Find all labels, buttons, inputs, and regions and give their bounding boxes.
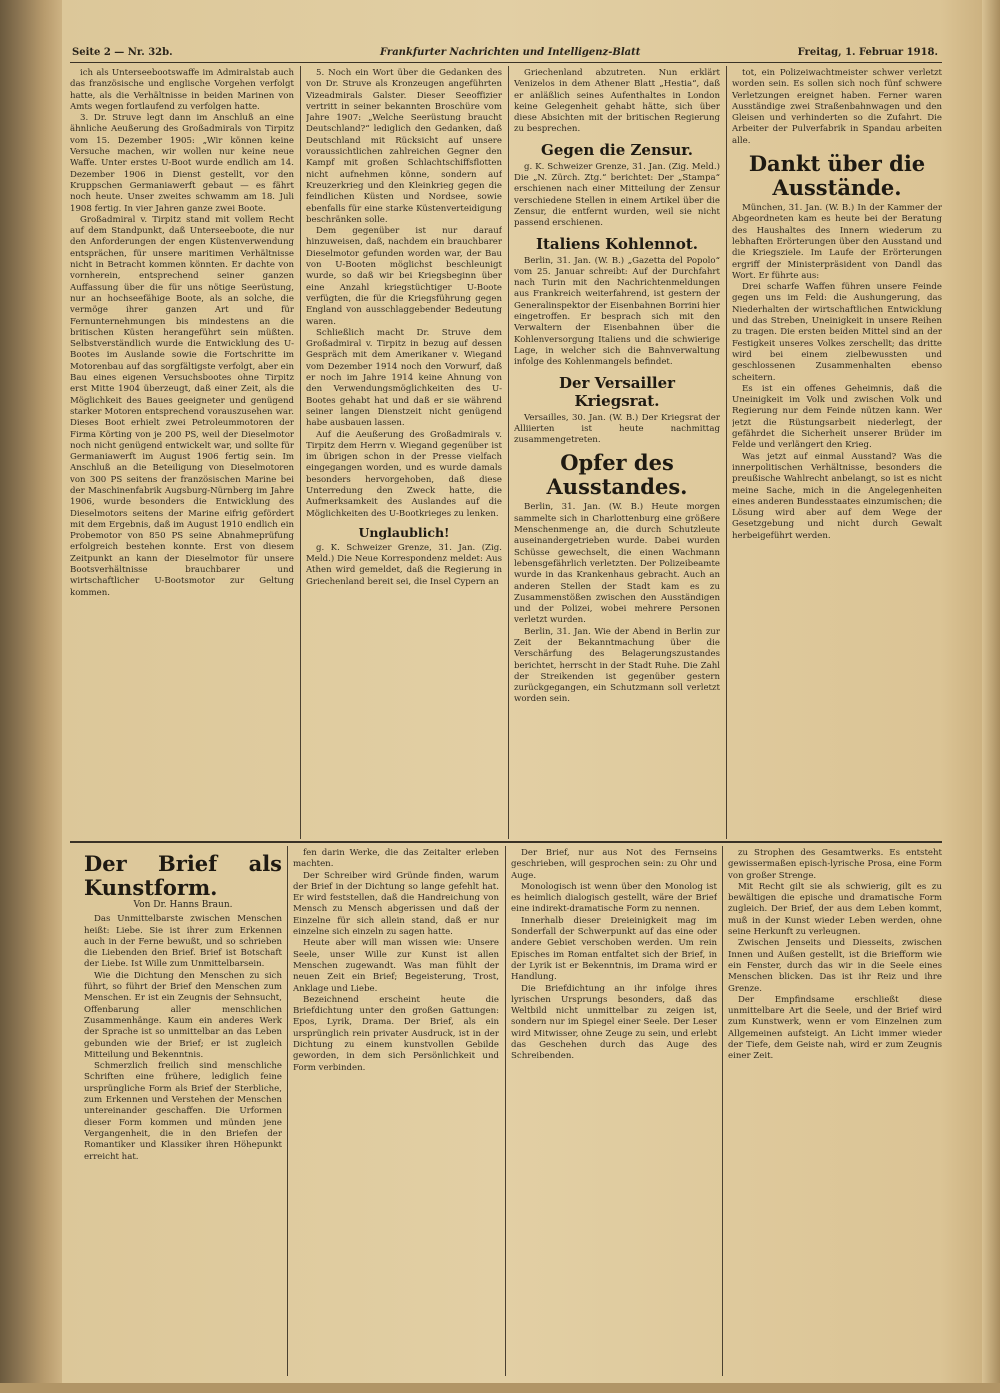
column-rule [722,846,723,1376]
page-right-edge [982,0,1000,1393]
paragraph: Der Brief, nur aus Not des Fernseins geschrieben, will gesprochen sein: zu Ohr und Auge. [511,848,717,881]
paragraph: Dem gegenüber ist nur darauf hinzuweisen, daß, nachdem ein brauchbarer Dieselmotor gefunden worden war, der Bau von U-Booten möglichst beschleunigt wurde, so daß wir bei Kriegsbeginn über eine Anzahl kriegstüchtiger U-Boote verfügten, die für die Kriegsführung gegen England von ausschlaggebender Bedeutung waren. [306,226,502,327]
paragraph: ich als Unterseebootswaffe im Admiralstab auch das französische und englische Vorgehen verfolgt hatte, als die Verhältnisse in beiden Marinen von Amts wegen fortlaufend zu verfolgen hatte. [70,68,294,112]
paragraph: Monologisch ist wenn über den Monolog ist es heimlich dialogisch gestellt, wäre der Brief eine indirekt-dramatische Form zu nennen. [511,881,717,915]
paragraph: Mit Recht gilt sie als schwierig, gilt es zu bewältigen die epische und dramatische Form zugleich. Der Brief, der aus dem Leben kommt, muß in der Kunst wieder Leben werden, ohne seine Herkunft zu verleugnen. [728,881,942,938]
article-column-3 [514,68,720,836]
article-column-2 [306,68,502,836]
paragraph: Berlin, 31. Jan. (W. B.) Heute morgen sammelte sich in Charlottenburg eine größere Menschenmenge an, die durch Schutzleute auseinandergetrieben wurde. Dabei wurden Schüsse gewechselt, die einen Wachmann lebensgefährlich verletzten. Der Polizeibeamte wurde in das Krankenhaus gebracht. Auch an anderen Stellen der Stadt kam es zu Zusammenstößen zwischen den Ausständigen und der Polizei, wobei mehrere Personen verletzt wurden. [514,502,720,626]
newspaper-title: Frankfurter Nachrichten und Intelligenz-Blatt [380,47,641,58]
headline-opfer-des-ausstandes: Opfer des Ausstandes. [546,450,688,500]
issue-date: Freitag, 1. Februar 1918. [797,47,938,58]
paragraph: Schmerzlich freilich sind menschliche Schriften eine frühere, lediglich feine ursprüngliche Form als Brief der Sterbliche, zum Erkennen und Verstehen der Menschen untereinander geschaffen. Die Urformen dieser Form kommen und münden jene Vergangenheit, die in den Briefen der Romantiker und Klassiker ihren Höhepunkt erreicht hat. [84,1061,282,1162]
feuilleton-author: Von Dr. Hanns Braun. [133,900,233,910]
paragraph: Großadmiral v. Tirpitz stand mit vollem Recht auf dem Standpunkt, daß Unterseeboote, die nur den Anforderungen der engen Küstenverwendung entsprächen, für unsere maritimen Verhältnisse nicht in Betracht kommen könnten. Er dachte von vornherein, entsprechend seiner ganzen Auffassung über die für uns nötige Seerüstung, nur an hochseefähige Boote, als an solche, die vermöge ihrer ganzen Art und für Fernunternehmungen bis mindestens an die britischen Küsten herangeführt sein müßten. Selbstverständlich wurde die Entwicklung des U-Bootes im Auslande sowie die Fortschritte im Motorenbau auf das sorgfältigste verfolgt, aber ein Bau eines eigenen Versuchsbootes ohne Tirpitz erst Mitte 1904 überzeugt, daß einer Zeit, als die Möglichkeit des Baues geeigneter und genügend starker Motoren entsprechend vorauszusehen war. Dieses Boot erhielt zwei Petroleummotoren der Firma Körting von je 200 PS, weil der Dieselmotor noch nicht genügend entwickelt war, und sollte für Germaniawerft im August 1906 fertig sein. Im Anschluß an die Beteiligung von Dieselmotoren von 300 PS seitens der französischen Marine bei der Maschinenfabrik Augsburg-Nürnberg im Jahre 1906, wurde besonders die Entwicklung des Dieselmotors seitens der Marine eifrig gefördert mit dem Ergebnis, daß im August 1910 endlich ein Probemotor von 850 PS seine Abnahmeprüfung erfolgreich bestehen konnte. Erst von diesem Zeitpunkt an kann der Dieselmotor für unsere Bootsverhältnisse brauchbarer und wirtschaftlicher U-Bootsmotor zur Geltung kommen. [70,214,294,598]
paragraph: Was jetzt auf einmal Ausstand? Was die innerpolitischen Verhältnisse, besonders die preußische Wahlrecht anbelangt, so ist es nicht meine Sache, mich in die Angelegenheiten eines anderen Bundesstaates einzumischen; die Lösung wird aber auf dem Wege der Gesetzgebung und nicht durch Gewalt herbeigeführt werden. [732,451,942,541]
headline-versailler-kriegsrat: Der Versailler Kriegsrat. [558,373,676,410]
headline-italiens-kohlennot: Italiens Kohlennot. [535,234,698,253]
paragraph: 3. Dr. Struve legt dann im Anschluß an eine ähnliche Aeußerung des Großadmirals von Tirpitz vom 15. Dezember 1905: „Wir können keine Versuche machen, wir wollen nur keine neue Waffe. Unter erstes U-Boot wurde endlich am 14. Dezember 1906 in Dienst gestellt, vor den Kruppschen Germaniawerft gebaut — es fährt noch heute. Unser zweites schwamm am 18. Juli 1908 fertig. In vier Jahren ganze zwei Boote. [70,113,294,214]
paragraph: zu Strophen des Gesamtwerks. Es entsteht gewissermaßen episch-lyrische Prosa, eine Form von großer Strenge. [728,848,942,881]
page-header [70,44,942,63]
paragraph: fen darin Werke, die das Zeitalter erleben machten. [293,848,499,870]
column-rule [287,846,288,1376]
paragraph: Die Briefdichtung an ihr infolge ihres lyrischen Ursprungs besonders, daß das Weltbild nicht unmittelbar zu zeigen ist, sondern nur im Spiegel einer Seele. Der Leser wird Mitwisser, ohne Zeuge zu sein, und erlebt das Geschehen durch das Auge des Schreibenden. [511,983,717,1062]
paragraph: Wie die Dichtung den Menschen zu sich führt, so führt der Brief den Menschen zum Menschen. Er ist ein Zeugnis der Sehnsucht, Offenbarung aller menschlichen Zusammenhänge. Kaum ein anderes Werk der Sprache ist so unmittelbar an das Leben gebunden wie der Brief; er ist zugleich Mitteilung und Bekenntnis. [84,970,282,1060]
paragraph: Berlin, 31. Jan. (W. B.) „Gazetta del Popolo“ vom 25. Januar schreibt: Auf der Durchfahrt nach Turin mit den Nachrichtenmeldungen aus Frankreich weiterfahrend, ist gestern der Generalinspektor der Eisenbahnen Borrini hier eingetroffen. Er besprach sich mit den Verwaltern der Eisenbahnen über die Kohlenversorgung Italiens und die schwierige Lage, in welcher sich die Bahnverwaltung infolge des Kohlenmangels befindet. [514,255,720,368]
paragraph: g. K. Schweizer Grenze, 31. Jan. (Zig. Meld.) Die Neue Korrespondenz meldet: Aus Athen wird gemeldet, daß die Regierung in Griechenland bereit sei, die Insel Cypern an [306,542,502,587]
feuilleton-column-1 [84,848,282,1376]
paragraph: 5. Noch ein Wort über die Gedanken des von Dr. Struve als Kronzeugen angeführten Vizeadmirals Galster. Dieser Seeoffizier vertritt in seiner bekannten Broschüre vom Jahre 1907: „Welche Seerüstung braucht Deutschland?“ lediglich den Gedanken, daß Deutschland mit Rücksicht auf unsere voraussichtlichen zahlreichen Gegner den Kampf mit großen Schlachtschiffsflotten nicht aufnehmen könne, sondern auf Kreuzerkrieg und den Kleinkrieg gegen die feindlichen Küsten und Nordsee, sowie ebenfalls für eine starke Küstenverteidigung beschränken solle. [306,68,502,225]
paragraph: Versailles, 30. Jan. (W. B.) Der Kriegsrat der Alliierten ist heute nachmittag zusammengetreten. [514,412,720,446]
paragraph: Das Unmittelbarste zwischen Menschen heißt: Liebe. Sie ist ihrer zum Erkennen auch in der Ferne bewußt, und so schrieben die Liebenden den Brief. Brief ist Botschaft der Liebe. Ist Wille zum Unmittelbarsein. [84,914,282,970]
headline-gegen-die-zensur: Gegen die Zensur. [541,140,693,159]
paragraph: Zwischen Jenseits und Diesseits, zwischen Innen und Außen gestellt, ist die Briefform wie ein Fenster, durch das wir in die Seele eines Menschen blicken. Das ist ihr Reiz und ihre Grenze. [728,938,942,994]
page-number: Seite 2 — Nr. 32b. [72,47,173,58]
paragraph: Schließlich macht Dr. Struve dem Großadmiral v. Tirpitz in bezug auf dessen Gespräch mit dem Amerikaner v. Wiegand vom Dezember 1914 noch den Vorwurf, daß er noch im Jahre 1914 keine Ahnung von den Verwendungsmöglichkeiten des U-Bootes gehabt hat und daß er sie während seiner langen Dienstzeit nicht genügend habe ausbauen lassen. [306,327,502,429]
column-rule [726,66,727,839]
headline-unglaublich: Unglaublich! [358,524,450,540]
feuilleton-column-3 [511,848,717,1376]
column-rule [300,66,301,839]
feuilleton-title: Der Brief als Kunstform. [84,851,282,900]
column-rule [505,846,506,1376]
paragraph: Berlin, 31. Jan. Wie der Abend in Berlin zur Zeit der Bekanntmachung über die Verschärfung des Belagerungszustandes berichtet, herrscht in der Stadt Ruhe. Die Zahl der Streikenden ist gegenüber gestern zurückgegangen, ein Schutzmann soll verletzt worden sein. [514,626,720,705]
paragraph: Innerhalb dieser Dreieinigkeit mag im Sonderfall der Schwerpunkt auf das eine oder andere Gebiet verschoben werden. Um rein Episches im Roman entfaltet sich der Brief, in der Lyrik ist er Bekenntnis, im Drama wird er Handlung. [511,915,717,983]
paragraph: tot, ein Polizeiwachtmeister schwer verletzt worden sein. Es sollen sich noch fünf schwere Verletzungen ereignet haben. Ferner waren Ausständige zwei Straßenbahnwagen und den Gleisen und verhinderten so die Zufahrt. Die Arbeiter der Pulverfabrik in Spandau arbeiten alle. [732,68,942,146]
paragraph: Drei scharfe Waffen führen unsere Feinde gegen uns im Feld: die Aushungerung, das Niederhalten der wirtschaftlichen Entwicklung und das Streben, Uneinigkeit in unsere Reihen zu tragen. Die ersten beiden Mittel sind an der Festigkeit unseres Volkes zerschellt; das dritte wird bei einem zielbewussten und geschlossenen Zusammenhalten ebenso scheitern. [732,282,942,383]
paragraph: Es ist ein offenes Geheimnis, daß die Uneinigkeit im Volk und zwischen Volk und Regierung nur dem Feinde nützen kann. Wer jetzt die Rüstungsarbeit niederlegt, der gefährdet die Sicherheit unserer Brüder im Felde und verlängert den Krieg. [732,383,942,451]
feuilleton-divider [70,841,942,843]
paragraph: Der Empfindsame erschließt diese unmittelbare Art die Seele, und der Brief wird zum Kunstwerk, wenn er vom Einzelnen zum Allgemeinen aufsteigt. An Licht immer wieder der Tiefe, dem Geiste nah, wird er zum Zeugnis einer Zeit. [728,994,942,1062]
paragraph: Der Schreiber wird Gründe finden, warum der Brief in der Dichtung so lange gefehlt hat. Er wird feststellen, daß die Handreichung von Mensch zu Mensch abgerissen und daß der Einzelne für sich allein stand, daß er nur einzelne sich einzeln zu sagen hatte. [293,870,499,938]
paragraph: Bezeichnend erscheint heute die Briefdichtung unter den großen Gattungen: Epos, Lyrik, Drama. Der Brief, als ein ursprünglich rein privater Ausdruck, ist in der Dichtung zu einem kunstvollen Gebilde geworden, in dem sich Persönlichkeit und Form verbinden. [293,994,499,1073]
paragraph: München, 31. Jan. (W. B.) In der Kammer der Abgeordneten kam es heute bei der Beratung des Haushaltes des Innern wiederum zu lebhaften Erörterungen über den Ausstand und die Kriegsziele. Im Laufe der Erörterungen ergriff der Ministerpräsident von Dandl das Wort. Er führte aus: [732,203,942,281]
paragraph: Griechenland abzutreten. Nun erklärt Venizelos in dem Athener Blatt „Hestia“, daß er anläßlich seines Aufenthaltes in London keine Gelegenheit gehabt hätte, sich über diese Absichten mit der britischen Regierung zu besprechen. [514,68,720,135]
headline-dandl-ueber-ausstaende: Dankt über die Ausstände. [748,151,926,201]
paragraph: g. K. Schweizer Grenze, 31. Jan. (Zig. Meld.) Die „N. Zürch. Ztg.“ berichtet: Der „Stampa“ erschienen nach einer Mitteilung der Zensur verschiedene Stellen in einem Artikel über die Zensur, die entfernt wurden, weil sie nicht passend erschienen. [514,161,720,229]
article-column-4 [732,68,942,836]
book-binding [0,0,62,1393]
paragraph: Heute aber will man wissen wie: Unsere Seele, unser Wille zur Kunst ist allen Menschen zugewandt. Was man fühlt der neuen Zeit ein Brief; Begeisterung, Trost, Anklage und Liebe. [293,938,499,994]
column-rule [508,66,509,839]
page-bottom-edge [0,1383,1000,1393]
paragraph: Auf die Aeußerung des Großadmirals v. Tirpitz dem Herrn v. Wiegand gegenüber ist im übrigen schon in der Presse vielfach eingegangen worden, und es wurde damals besonders hervorgehoben, daß diese Unterredung den Zweck hatte, die Aufmerksamkeit des Auslandes auf die Möglichkeiten des U-Bootkrieges zu lenken. [306,429,502,519]
article-column-1 [70,68,294,836]
feuilleton-column-4 [728,848,942,1376]
feuilleton-column-2 [293,848,499,1376]
